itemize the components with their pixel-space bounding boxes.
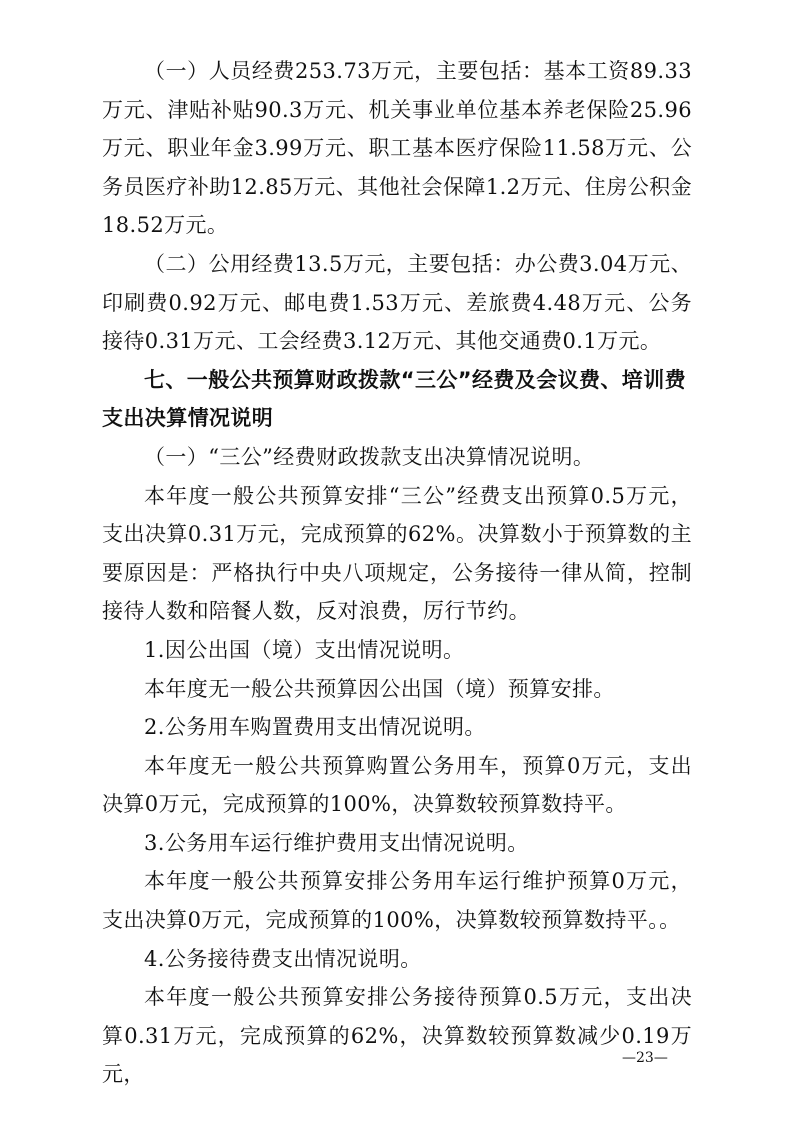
item-1-paragraph: 本年度无一般公共预算因公出国（境）预算安排。 bbox=[144, 676, 615, 701]
public-expense-paragraph: （二）公用经费13.5万元，主要包括：办公费3.04万元、印刷费0.92万元、邮电费1.53万元、差旅费4.48万元、公务接待0.31万元、工会经费3.12万元、其他交通费0.1万元。 bbox=[102, 251, 692, 354]
item-3-paragraph: 本年度一般公共预算安排公务用车运行维护预算0万元，支出决算0万元，完成预算的100%，决算数较预算数持平。。 bbox=[102, 869, 692, 933]
personnel-expense-paragraph: （一）人员经费253.73万元，主要包括：基本工资89.33万元、津贴补贴90.3万元、机关事业单位基本养老保险25.96万元、职业年金3.99万元、职工基本医疗保险11.58万元、公务员医疗补助12.85万元、其他社会保障1.2万元、住房公积金18.52万元。 bbox=[102, 59, 692, 238]
item-2-paragraph: 本年度无一般公共预算购置公务用车，预算0万元，支出决算0万元，完成预算的100%，决算数较预算数持平。 bbox=[102, 753, 692, 817]
section-heading-seven: 七、一般公共预算财政拨款“三公”经费及会议费、培训费支出决算情况说明 bbox=[102, 367, 687, 431]
three-public-paragraph: 本年度一般公共预算安排“三公”经费支出预算0.5万元，支出决算0.31万元，完成预算的62%。决算数小于预算数的主要原因是：严格执行中央八项规定，公务接待一律从简，控制接待人数和陪餐人数，反对浪费，厉行节约。 bbox=[102, 483, 692, 624]
item-3-heading: 3.公务用车运行维护费用支出情况说明。 bbox=[144, 830, 529, 855]
page-number: —23— bbox=[622, 1050, 668, 1066]
item-4-heading: 4.公务接待费支出情况说明。 bbox=[144, 946, 422, 971]
item-2-heading: 2.公务用车购置费用支出情况说明。 bbox=[144, 715, 486, 740]
document-body bbox=[102, 52, 692, 1094]
three-public-subheading: （一）“三公”经费财政拨款支出决算情况说明。 bbox=[144, 444, 595, 469]
item-4-paragraph: 本年度一般公共预算安排公务接待预算0.5万元，支出决算0.31万元，完成预算的62%，决算数较预算数减少0.19万元， bbox=[102, 985, 692, 1087]
item-1-heading: 1.因公出国（境）支出情况说明。 bbox=[144, 637, 465, 662]
